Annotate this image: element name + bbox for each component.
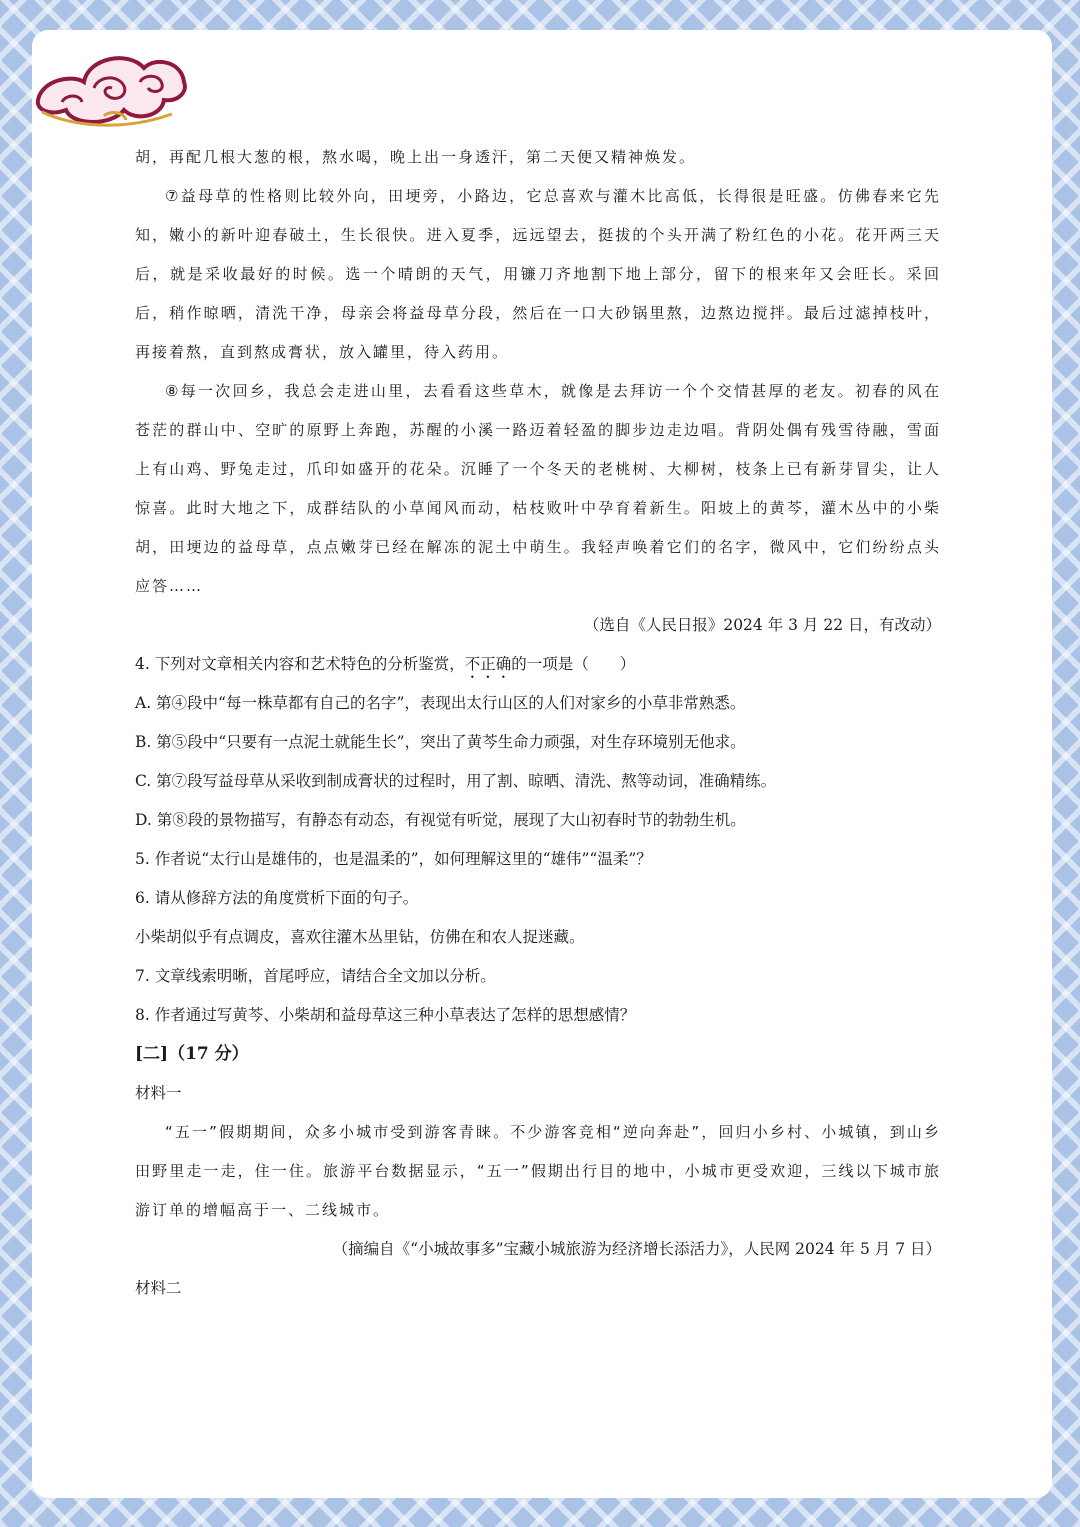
document-body [135,138,941,1308]
option-d: D. 第⑧段的景物描写，有静态有动态，有视觉有听觉，展现了大山初春时节的勃勃生机。 [135,811,746,829]
option-b: B. 第⑤段中“只要有一点泥土就能生长”，突出了黄芩生命力顽强，对生存环境别无他求。 [135,733,746,751]
option-c: C. 第⑦段写益母草从采收到制成膏状的过程时，用了割、晾晒、清洗、熬等动词，准确精练。 [135,772,777,790]
question-4-tail: 的一项是（ ） [511,655,636,673]
question-4-stem: 4. 下列对文章相关内容和艺术特色的分析鉴赏， [135,655,465,673]
question-4-emphasis: 不正确 [464,655,512,673]
material-1-text: “五一”假期期间，众多小城市受到游客青睐。不少游客竞相“逆向奔赴”，回归小乡村、小城镇，到山乡田野里走一走，住一住。旅游平台数据显示，“五一”假期出行目的地中，小城市更受欢迎，三线以下城市旅游订单的增幅高于一、二线城市。 [135,1123,941,1219]
passage-source: （选自《人民日报》2024 年 3 月 22 日，有改动） [583,616,941,634]
passage-paragraph-8: ⑧每一次回乡，我总会走进山里，去看看这些草木，就像是去拜访一个个交情甚厚的老友。初春的风在苍茫的群山中、空旷的原野上奔跑，苏醒的小溪一路迈着轻盈的脚步边走边唱。背阴处偶有残雪待融，雪面上有山鸡、野兔走过，爪印如盛开的花朵。沉睡了一个冬天的老桃树、大柳树，枝条上已有新芽冒尖，让人惊喜。此时大地之下，成群结队的小草闻风而动，枯枝败叶中孕育着新生。阳坡上的黄芩，灌木丛中的小柴胡，田埂边的益母草，点点嫩芽已经在解冻的泥土中萌生。我轻声唤着它们的名字，微风中，它们纷纷点头应答…… [135,382,941,595]
material-1-label: 材料一 [135,1084,182,1102]
passage-paragraph-6-end: 胡，再配几根大葱的根，熬水喝，晚上出一身透汗，第二天便又精神焕发。 [135,148,697,166]
material-2-label: 材料二 [135,1279,182,1297]
question-6-sentence: 小柴胡似乎有点调皮，喜欢往灌木丛里钻，仿佛在和农人捉迷藏。 [135,928,585,946]
question-4 [135,645,941,684]
material-1-source: （摘编自《“小城故事多”宝藏小城旅游为经济增长添活力》，人民网 2024 年 5 月 7 日） [332,1240,941,1258]
option-a: A. 第④段中“每一株草都有自己的名字”，表现出太行山区的人们对家乡的小草非常熟悉。 [135,694,746,712]
auspicious-cloud-icon [32,30,192,140]
question-8: 8. 作者通过写黄芩、小柴胡和益母草这三种小草表达了怎样的思想感情？ [135,1006,636,1024]
question-7: 7. 文章线索明晰，首尾呼应，请结合全文加以分析。 [135,967,496,985]
section-2-heading: [二]（17 分） [135,1044,249,1064]
passage-paragraph-7: ⑦益母草的性格则比较外向，田埂旁，小路边，它总喜欢与灌木比高低，长得很是旺盛。仿佛春来它先知，嫩小的新叶迎春破土，生长很快。进入夏季，远远望去，挺拔的个头开满了粉红色的小花。花开两三天后，就是采收最好的时候。选一个晴朗的天气，用镰刀齐地割下地上部分，留下的根来年又会旺长。采回后，稍作晾晒，清洗干净，母亲会将益母草分段，然后在一口大砂锅里熬，边熬边搅拌。最后过滤掉枝叶，再接着熬，直到熬成膏状，放入罐里，待入药用。 [135,187,941,361]
question-5: 5. 作者说“太行山是雄伟的，也是温柔的”，如何理解这里的“雄伟”“温柔”？ [135,850,652,868]
document-page [32,30,1052,1498]
question-6: 6. 请从修辞方法的角度赏析下面的句子。 [135,889,419,907]
